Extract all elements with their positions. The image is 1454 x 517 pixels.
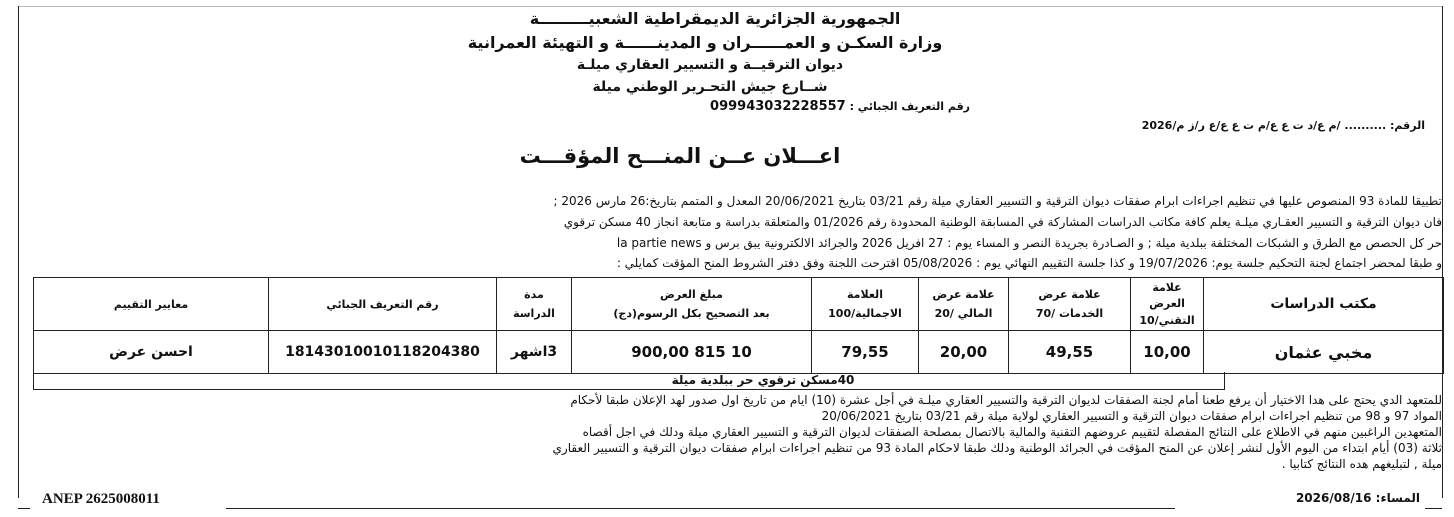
announcement-title: اعـــلان عــن المنـــح المؤقـــت bbox=[519, 144, 841, 168]
header-total bbox=[812, 278, 919, 331]
left-border bbox=[18, 6, 19, 498]
header-financial bbox=[919, 278, 1009, 331]
cell-financial: 20,00 bbox=[919, 331, 1009, 374]
header-services bbox=[1009, 278, 1131, 331]
cell-total: 79,55 bbox=[812, 331, 919, 374]
tax-id-line bbox=[650, 99, 970, 114]
header-taxid: رقم التعريف الجبائي bbox=[269, 278, 497, 331]
intro-line: حر كل الحصص مع الطرق و الشبكات المختلفة ببلدية ميلة ; و الصـادرة بجريدة النصر و المساء يوم : 27 افريل 2026 والجرائد الالكترونية يبق برس و la partie news bbox=[616, 236, 1442, 250]
header-office: مكتب الدراسات bbox=[1204, 278, 1444, 331]
notice-line: المواد 97 و 98 من تنظيم اجراءات ابرام صفقات ديوان الترقية و التسيير العقاري لولاية ميلة رقم 03/21 بتاريخ 20/06/2021 bbox=[821, 409, 1442, 423]
notice-line: ميلة , لتبليغهم هده النتائج كتابيا . bbox=[1281, 457, 1442, 471]
header-amount-line: مبلغ العرض bbox=[660, 288, 723, 301]
notice-line: المتعهدين الراغبين منهم في الاطلاع على النتائج المفصلة لتقييم عروضهم التقنية والمالية بالاتصال بمصلحة الصفقات لديوان الترقية و التسيير العقاري ميلة ودلك في اجل أقصاه bbox=[582, 425, 1442, 439]
header-services-line: علامة عرض bbox=[1038, 288, 1101, 301]
header-financial-line: المالي /20 bbox=[934, 307, 993, 320]
cell-taxid: 18143010010118204380 bbox=[269, 331, 497, 374]
award-table bbox=[33, 277, 1444, 374]
header-criteria: معايير التقييم bbox=[34, 278, 269, 331]
cell-office: مخبي عثمان bbox=[1204, 331, 1444, 374]
cell-technical: 10,00 bbox=[1131, 331, 1204, 374]
reference-number: الرقم: .......... /م ع/د ت ع ع/م ت ع ع/ع ر/ز م/2026 bbox=[1141, 119, 1425, 132]
header-duration-line: الدراسة bbox=[513, 307, 555, 320]
cell-duration: 3اشهر bbox=[497, 331, 572, 374]
header-total-line: العلامة bbox=[847, 288, 883, 301]
top-border bbox=[18, 6, 1442, 7]
ministry-title: وزارة السكـن و العمــــــران و المدينــــــة و التهيئة العمرانية bbox=[467, 33, 943, 52]
tax-id-value: 099943032228557 bbox=[710, 99, 846, 114]
anep-code: ANEP 2625008011 bbox=[42, 491, 160, 507]
notice-line: ثلاثة (03) أيام ابتداء من اليوم الأول لنشر إعلان عن المنح المؤقت في الجرائد الوطنية ودلك طبقا لاحكام المادة 93 من تنظيم اجراءات ابرام صفقات ديوان الترقية و التسيير العقاري bbox=[552, 441, 1442, 455]
header-services-line: الخدمات /70 bbox=[1035, 307, 1104, 320]
cell-amount: 10 815 900,00 bbox=[572, 331, 812, 374]
office-address: شــارع جيش التحـرير الوطني ميلة bbox=[592, 79, 828, 95]
right-border bbox=[1442, 6, 1443, 498]
header-technical-line: علامة bbox=[1152, 281, 1182, 294]
intro-line: و طبقا لمحضر اجتماع لجنة التحكيم جلسة يوم: 19/07/2026 و كذا جلسة التقييم النهائي يوم : 05/08/2026 اقترحت اللجنة وفق دفتر الشروط المنح المؤقت كمايلي : bbox=[616, 256, 1442, 270]
intro-line: تطبيقا للمادة 93 المنصوص عليها في تنظيم اجراءات ابرام صفقات ديوان الترقية و التسيير العقاري ميلة رقم 03/21 بتاريخ 20/06/2021 المعدل و المتمم بتاريخ:26 مارس 2026 ; bbox=[553, 194, 1442, 208]
header-amount bbox=[572, 278, 812, 331]
republic-title: الجمهورية الجزائرية الديمقراطية الشعبيـــــــــة bbox=[529, 9, 901, 28]
header-technical-line: التقني/10 bbox=[1139, 314, 1195, 327]
header-technical-line: العرض bbox=[1149, 297, 1185, 310]
table-header-row bbox=[34, 278, 1444, 331]
table-footer-label: 40مسكن ترقوي حر ببلدية ميلة bbox=[671, 373, 855, 387]
header-financial-line: علامة عرض bbox=[932, 288, 995, 301]
office-title: ديوان الترقيــة و التسيير العقاري ميلـة bbox=[576, 57, 844, 73]
cell-services: 49,55 bbox=[1009, 331, 1131, 374]
publication-date: المساء: 2026/08/16 bbox=[1295, 491, 1420, 505]
notice-line: للمتعهد الدي يحتج على هدا الاختيار أن يرفع طعنا أمام لجنة الصفقات لديوان الترقية والتسيير العقاري ميلـة في أجل عشرة (10) ايام من تاريخ اول صدور لهد الإعلان طبقا لأحكام bbox=[570, 393, 1442, 407]
cell-criteria: احسن عرض bbox=[34, 331, 269, 374]
tax-id-label: رقم التعريف الجبائي : bbox=[849, 100, 970, 113]
table-row bbox=[34, 331, 1444, 374]
intro-line: فان ديوان الترقية و التسيير العقـاري ميلـة يعلم كافة مكاتب الدراسات المشاركة في المسابقة الوطنية المحدودة رقم 01/2026 والمتعلقة بدراسة و متابعة انجاز 40 مسكن ترقوي bbox=[563, 215, 1442, 229]
header-technical bbox=[1131, 278, 1204, 331]
header-duration-line: مدة bbox=[524, 288, 544, 301]
header-amount-line: بعد التصحيح بكل الرسوم(دج) bbox=[613, 307, 770, 320]
header-duration bbox=[497, 278, 572, 331]
header-total-line: الاجمالية/100 bbox=[828, 307, 902, 320]
